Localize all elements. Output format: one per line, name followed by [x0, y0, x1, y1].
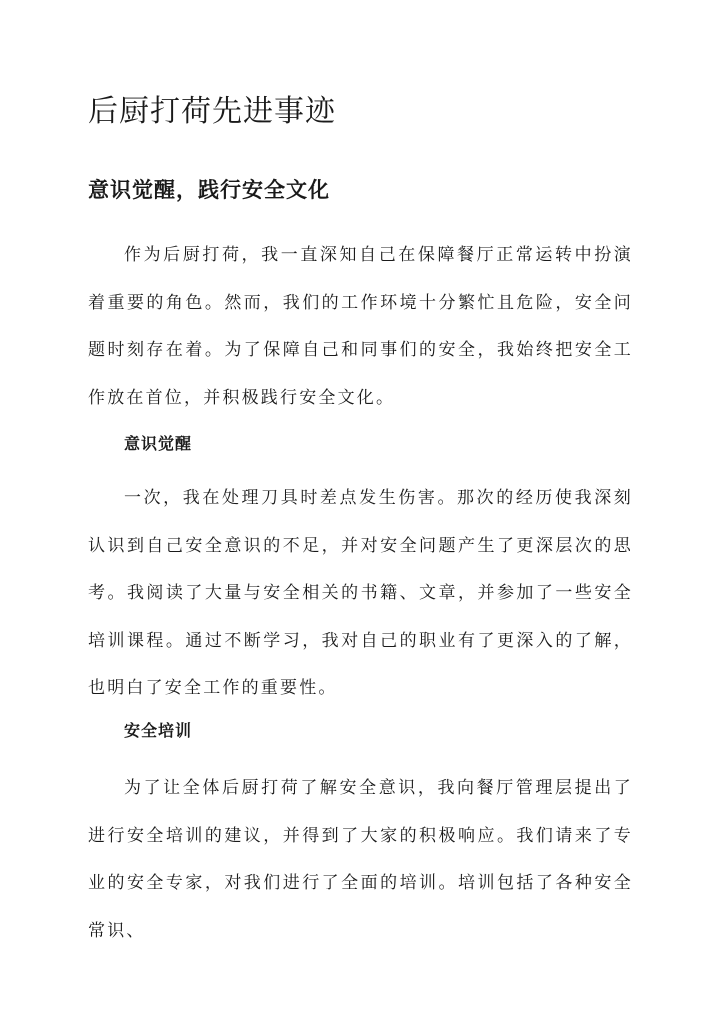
document-title: 后厨打荷先进事迹 — [88, 94, 336, 129]
paragraph-safety-training: 为了让全体后厨打荷了解安全意识，我向餐厅管理层提出了进行安全培训的建议，并得到了大家的积极响应。我们请来了专业的安全专家，对我们进行了全面的培训。培训包括了各种安全常识、 — [88, 778, 633, 941]
subheading-awareness: 意识觉醒 — [124, 434, 193, 453]
section-heading: 意识觉醒，践行安全文化 — [88, 177, 330, 202]
paragraph-awareness: 一次，我在处理刀具时差点发生伤害。那次的经历使我深刻认识到自己安全意识的不足，并对安全问题产生了更深层次的思考。我阅读了大量与安全相关的书籍、文章，并参加了一些安全培训课程。通过不断学习，我对自己的职业有了更深入的了解，也明白了安全工作的重要性。 — [88, 488, 633, 698]
subheading-safety-training: 安全培训 — [124, 721, 193, 740]
paragraph-intro: 作为后厨打荷，我一直深知自己在保障餐厅正常运转中扮演着重要的角色。然而，我们的工作环境十分繁忙且危险，安全问题时刻存在着。为了保障自己和同事们的安全，我始终把安全工作放在首位，并积极践行安全文化。 — [88, 245, 633, 408]
